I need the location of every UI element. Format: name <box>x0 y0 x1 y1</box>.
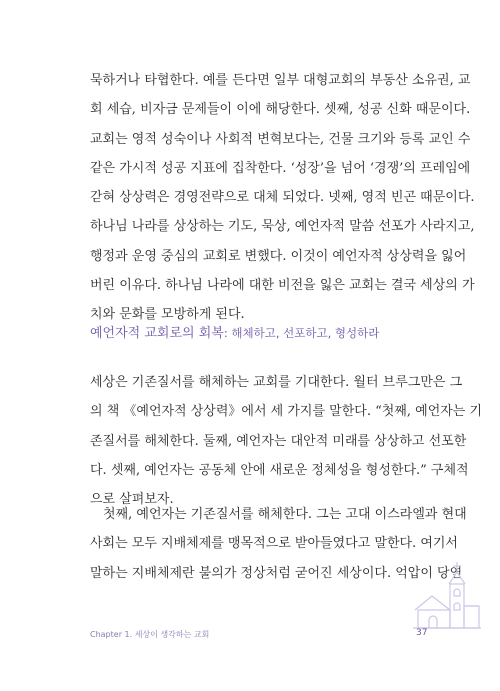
section-heading-sub: : 해체하고, 선포하고, 형성하라 <box>223 326 380 340</box>
church-illustration <box>413 560 481 630</box>
paragraph-line: 존질서를 해체한다. 둘째, 예언자는 대안적 미래를 상상하고 선포한 <box>90 433 467 449</box>
paragraph-line: 사회는 모두 지배체제를 맹목적으로 받아들였다고 말한다. 여기서 <box>90 536 458 552</box>
chapter-footer: Chapter 1. 세상이 생각하는 교회 <box>90 630 210 639</box>
top-paragraph <box>90 66 475 330</box>
paragraph-line: 회 세습, 비자금 문제들이 이에 해당한다. 셋째, 성공 신화 때문이다. <box>90 102 471 118</box>
paragraph-line: 치와 문화를 모방하게 된다. <box>90 307 245 323</box>
paragraph-line: 행정과 운영 중심의 교회로 변했다. 이것이 예언자적 상상력을 잃어 <box>90 248 467 264</box>
second-paragraph <box>90 368 483 514</box>
section-heading-main: 예언자적 교회로의 회복 <box>90 326 224 341</box>
paragraph-line: 말하는 지배체제란 불의가 정상처럼 굳어진 세상이다. 억압이 당연 <box>90 565 463 581</box>
paragraph-line: 세상은 기존질서를 해체하는 교회를 기대한다. 월터 브루그만은 그 <box>90 375 463 390</box>
paragraph-line: 다. 셋째, 예언자는 공동체 안에 새로운 정체성을 형성한다.” 구체적 <box>90 462 469 478</box>
paragraph-line: 첫째, 예언자는 기존질서를 해체한다. 그는 고대 이스라엘과 현대 <box>103 507 467 522</box>
paragraph-line: 같은 가시적 성공 지표에 집착한다. ‘성장’을 넘어 ‘경쟁’의 프레임에 <box>90 160 471 176</box>
paragraph-line: 의 책 《예언자적 상상력》에서 세 가지를 말한다. “첫째, 예언자는 기 <box>90 404 483 420</box>
section-heading <box>90 322 430 341</box>
paragraph-line: 으로 살펴보자. <box>90 492 174 508</box>
third-paragraph <box>90 500 467 588</box>
paragraph-line: 묵하거나 타협한다. 예를 든다면 일부 대형교회의 부동산 소유권, 교 <box>90 73 471 88</box>
paragraph-line: 버린 이유다. 하나님 나라에 대한 비전을 잃은 교회는 결국 세상의 가 <box>90 278 475 294</box>
paragraph-line: 교회는 영적 성숙이나 사회적 변혁보다는, 건물 크기와 등록 교인 수 <box>90 131 471 147</box>
paragraph-line: 갇혀 상상력은 경영전략으로 대체 되었다. 넷째, 영적 빈곤 때문이다. <box>90 190 475 206</box>
page-number: 37 <box>416 628 428 638</box>
paragraph-line: 하나님 나라를 상상하는 기도, 묵상, 예언자적 말씀 선포가 사라지고, <box>90 219 475 235</box>
